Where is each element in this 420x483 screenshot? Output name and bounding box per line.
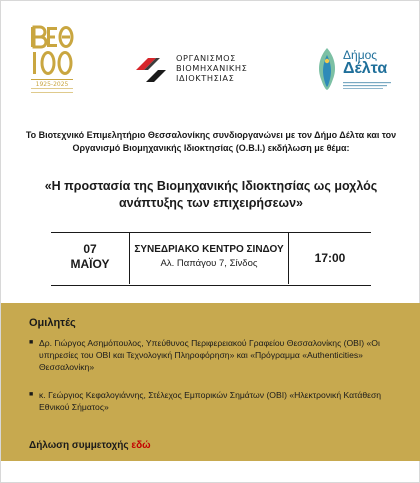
obi-logo <box>134 53 264 89</box>
event-month: ΜΑΪΟΥ <box>70 257 110 271</box>
bullet-icon: ■ <box>29 391 34 398</box>
obi-line-2: ΒΙΟΜΗΧΑΝΙΚΗΣ <box>176 63 248 73</box>
beeth-100-logo <box>29 25 75 105</box>
intro-text: Το Βιοτεχνικό Επιμελητήριο Θεσσαλονίκης συνδιοργανώνει με τον Δήμο Δέλτα και τον Οργανισμό Βιομηχανικής Ιδιοκτησίας (Ο.Β.Ι.) εκδήλωση με θέμα: <box>25 130 397 153</box>
speaker-item <box>29 389 401 413</box>
delta-emblem-icon <box>315 47 339 91</box>
participation-label: Δήλωση συμμετοχής <box>29 440 129 451</box>
obi-name <box>176 53 247 83</box>
delta-word-delta: Δέλτα <box>343 60 388 77</box>
speaker-text: Δρ. Γιώργος Ασημόπουλος, Υπεύθυνος Περιφερειακού Γραφείου Θεσσαλονίκης (ΟΒΙ) «Οι υπηρεσίες του ΟΒΙ και Τεχνολογική Πληροφόρηση» και «Πρόγραμμα «Authenticities» Θεσσαλονίκη» <box>39 338 380 372</box>
speakers-title: Ομιλητές <box>29 317 76 329</box>
bullet-icon: ■ <box>29 339 34 346</box>
participation-line <box>29 440 151 451</box>
speakers-section <box>1 303 420 461</box>
delta-small-text-decoration <box>343 81 393 89</box>
obi-mark-icon <box>134 55 170 85</box>
dimos-delta-logo <box>315 47 395 97</box>
delta-word-dimos: Δήμος <box>343 48 378 62</box>
event-details <box>51 232 371 286</box>
obi-line-1: ΟΡΓΑΝΙΣΜΟΣ <box>176 53 236 63</box>
event-subject: «Η προστασία της Βιομηχανικής Ιδιοκτησίας ως μοχλός ανάπτυξης των επιχειρήσεων» <box>44 179 378 210</box>
event-venue <box>130 233 288 284</box>
event-date <box>51 233 129 284</box>
venue-name: ΣΥΝΕΔΡΙΑΚΟ ΚΕΝΤΡΟ ΣΙΝΔΟΥ <box>134 244 284 255</box>
event-time: 17:00 <box>314 251 346 265</box>
venue-address: Αλ. Παπάγου 7, Σίνδος <box>160 258 258 269</box>
obi-line-3: ΙΔΙΟΚΤΗΣΙΑΣ <box>176 73 235 83</box>
beeth-years: 1925-2025 <box>35 81 69 88</box>
speaker-text: κ. Γεώργιος Κεφαλογιάννης, Στέλεχος Εμπορικών Σημάτων (ΟΒΙ) «Ηλεκτρονική Κατάθεση Εθνικού Σήματος» <box>39 390 382 412</box>
logo-row <box>1 19 420 109</box>
speaker-item <box>29 337 401 373</box>
participation-link[interactable]: εδώ <box>131 440 151 451</box>
event-day: 07 <box>83 242 97 256</box>
